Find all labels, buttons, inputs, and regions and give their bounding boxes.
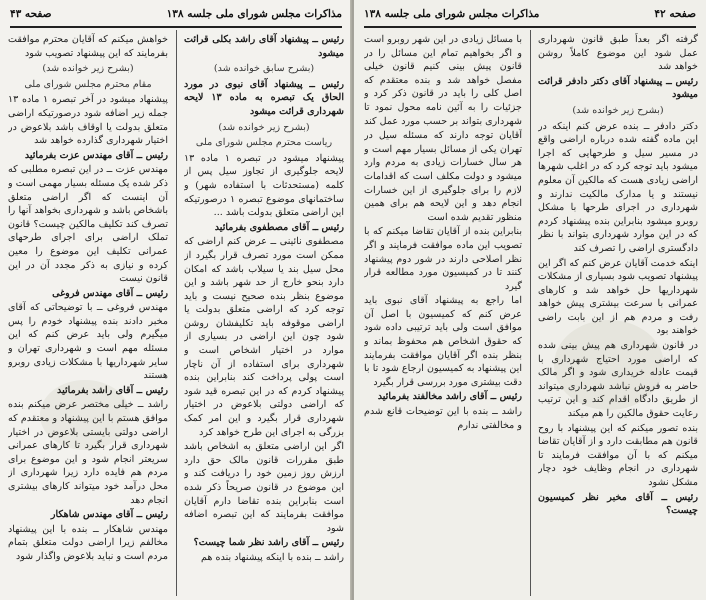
speaker-paragraph: رئیس ــ پیشنهاد آقای نبوی در مورد الحاق یک تبصره به ماده ۱۳ لایحه شهرداری قرائت میشود xyxy=(184,78,344,117)
speaker-paragraph: رئیس ــ آقای مهندس شاهکار xyxy=(50,509,168,521)
speaker-paragraph: رئیس ــ آقای راشد نظر شما چیست؟ xyxy=(193,537,344,549)
text-paragraph: پیشنهاد میشود در تبصره ۱ ماده ۱۳ لایحه جلوگیری از تجاوز سیل پس از کلمه (مستحدثات با استفاده شهر) و ساختمانهای موضوع تبصره ۱ درصورتیکه این اراضی متعلق بدولت باشد ... xyxy=(184,152,344,219)
speaker-paragraph: رئیس ــ پیشنهاد آقای راشد بکلی قرائت میشود xyxy=(184,34,344,59)
text-paragraph: راشد ــ خیلی مختصر عرض میکنم بنده موافق هستم با این پیشنهاد و معتقدم که اراضی دولتی بایستی بلاعوض در اختیار شهرداری قرار بگیرد تا کارهای عمرانی سریعتر انجام شود و این موضوع برای مردم هم فایده دارد زیرا شهرداری از محل درآمد خود میتواند کارهای بیشتری انجام دهد xyxy=(8,399,168,506)
centered-note: (بشرح سابق خوانده شد) xyxy=(213,63,315,75)
paper-stain xyxy=(40,380,130,450)
speaker-paragraph: رئیس ــ آقای راشد بفرمائید xyxy=(57,384,168,396)
text-paragraph: گرفته اگر بعداً طبق قانون شهرداری عمل شود این موضوع کاملاً روشن خواهد شد xyxy=(538,34,698,73)
speaker-paragraph: رئیس ــ آقای مصطفوی بفرمائید xyxy=(214,221,344,233)
centered-note: ریاست محترم مجلس شورای ملی xyxy=(195,137,333,149)
centered-note: (بشرح زیر خوانده شد) xyxy=(218,121,310,133)
left-page-number: صفحه ۴۳ xyxy=(10,8,52,20)
right-page-column-left xyxy=(364,33,522,593)
text-paragraph: آقایان توجه دارند که مسئله سیل در تهران یکی از مسائل بسیار مهم است و هر سال خسارات زیادی به مردم وارد میشود و دولت مکلف است که اقدامات لازم را برای جلوگیری از این خسارات انجام دهد و این لایحه هم برای همین منظور تقدیم شده است xyxy=(364,130,522,223)
text-paragraph: راشد ــ بنده با این توضیحات قانع شدم و مخالفتی ندارم xyxy=(364,406,522,431)
text-paragraph: راشد ــ بنده با اینکه پیشنهاد بنده هم xyxy=(201,551,344,563)
paper-stain xyxy=(554,320,664,410)
speaker-paragraph: رئیس ــ پیشنهاد آقای دکتر دادفر قرائت میشود xyxy=(538,75,698,101)
speaker-paragraph: رئیس ــ آقای مهندس فروغی xyxy=(52,287,168,299)
text-paragraph: مهندس عزت ــ در این تبصره مطلبی که ذکر شده یک مسئله بسیار مهمی است و آن اینست که اگر اراضی متعلق باشخاص باشد و شهرداری بخواهد آنها را تصرف کند تکلیف مالکین چیست؟ قانون تملک اراضی برای اجرای طرحهای عمرانی تکلیف این موضوع را معین کرده و نیازی به ذکر مجدد آن در این قانون نیست xyxy=(8,164,168,285)
text-paragraph: بنده تصور میکنم که این پیشنهاد با روح قانون هم مطابقت دارد و از آقایان تقاضا میکنم که با آن موافقت فرمایند تا شهرداری در انجام وظایف خود دچار مشکل نشود xyxy=(538,422,698,488)
text-paragraph: مصطفوی نائینی ــ عرض کنم اراضی که ممکن است مورد تصرف قرار بگیرد از محل سیل بند یا سیلاب باشد که امکان دارد بنحو خارج از حد شهر باشد و این موضوع بنظر بنده صحیح نیست و باید توجه کرد که اراضی متعلق بدولت یا اراضی موقوفه باید تکلیفشان روشن شود چون این اراضی در بسیاری از موارد در اختیار اشخاص است و شهرداری برای استفاده از آن ناچار است پولی پرداخت کند بنابراین بنده پیشنهاد کردم که در این تبصره قید شود که اراضی دولتی بلاعوض در اختیار شهرداری قرار بگیرد و این امر کمک بزرگی به اجرای این طرح خواهد کرد xyxy=(184,236,344,438)
right-page xyxy=(354,0,706,600)
left-page-header-title: مذاکرات مجلس شورای ملی جلسه ۱۳۸ xyxy=(166,8,342,20)
left-column-divider xyxy=(176,30,177,596)
text-paragraph: پیشنهاد میشود در آخر تبصره ۱ ماده ۱۳ جمله زیر اضافه شود درصورتیکه اراضی متعلق بدولت یا اوقاف باشد بلاعوض در اختیار شهرداری گذارده خواهد شد xyxy=(8,94,168,147)
text-paragraph: با مسائل زیادی در این شهر روبرو است و اگر بخواهیم تمام این مسائل را در قانون پیش بینی کنیم قانون خیلی مفصل خواهد شد و بنده معتقدم که اصل کلی را باید در قانون ذکر کرد و جزئیات را به آئین نامه محول نمود تا شهرداری بتواند بر حسب مورد عمل کند xyxy=(364,34,522,127)
text-paragraph: خواهش میکنم که آقایان محترم موافقت بفرمایند که این پیشنهاد تصویب شود xyxy=(8,34,168,59)
right-page-header-title: مذاکرات مجلس شورای ملی جلسه ۱۳۸ xyxy=(364,8,540,20)
speaker-paragraph: رئیس ــ آقای مهندس عزت بفرمائید xyxy=(24,149,168,161)
text-paragraph: اینکه خدمت آقایان عرض کنم که اگر این پیشنهاد تصویب شود بسیاری از مشکلات شهرداریها حل خواهد شد و کارهای عمرانی با سرعت بیشتری پیش خواهد رفت و مردم هم از این بابت راضی خواهند بود xyxy=(538,257,698,337)
text-paragraph: اما راجع به پیشنهاد آقای نبوی باید عرض کنم که کمیسیون با اصل آن موافق است ولی باید ترتیبی داده شود که حقوق اشخاص هم محفوظ بماند و بنظر بنده اگر آقایان موافقت بفرمایند این پیشنهاد به کمیسیون ارجاع شود تا با دقت بیشتری مورد بررسی قرار بگیرد xyxy=(364,295,522,388)
speaker-paragraph: رئیس ــ آقای راشد مخالفند بفرمائید xyxy=(377,391,522,403)
right-page-header xyxy=(364,6,696,24)
right-page-number: صفحه ۴۲ xyxy=(654,8,696,20)
right-page-column-right xyxy=(538,33,698,593)
text-paragraph: اگر این اراضی متعلق به اشخاص باشد طبق مقررات قانون مالک حق دارد ارزش روز زمین خود را دریافت کند و این موضوع در قانون صریحاً ذکر شده است بنابراین بنده تقاضا دارم آقایان موافقت بفرمایند که این تبصره اضافه شود xyxy=(184,441,344,534)
centered-note: (بشرح زیر خوانده شد) xyxy=(42,63,134,75)
text-paragraph: دکتر دادفر ــ بنده عرض کنم اینکه در این ماده گفته شده درباره اراضی واقع در مسیر سیل و طرحهایی که اجرا میشود باید توجه کرد که در اغلب شهرها اراضی زیادی هست که مالکین آن معلوم نیستند و یا مدارک مالکیت ندارند و شهرداری در اجرای طرحها با مشکل روبرو میشود بنابراین بنده پیشنهاد کردم که در این موارد شهرداری بتواند با نظر دادگستری اراضی را تصرف کند xyxy=(538,120,698,254)
right-column-divider xyxy=(530,30,531,596)
text-paragraph: در قانون شهرداری هم پیش بینی شده که اراضی مورد احتیاج شهرداری با قیمت عادله خریداری شود و اگر مالک حاضر به فروش نباشد شهرداری میتواند از طریق دادگاه اقدام کند و این ترتیب رعایت حقوق مالکین را هم میکند xyxy=(538,340,698,420)
centered-note: (بشرح زیر خوانده شد) xyxy=(572,104,664,116)
left-page-header xyxy=(10,6,342,24)
left-page-column-right xyxy=(184,33,344,593)
left-page-column-left xyxy=(8,33,168,593)
text-paragraph: مهندس شاهکار ــ بنده با این پیشنهاد مخالفم زیرا اراضی دولت متعلق بتمام مردم است و نباید بلاعوض واگذار شود xyxy=(8,523,168,562)
text-paragraph: بنابراین بنده از آقایان تقاضا میکنم که با تصویب این ماده موافقت فرمایند و اگر نظر اصلاحی دارند در شور دوم پیشنهاد کنند تا در کمیسیون مورد مطالعه قرار گیرد xyxy=(364,226,522,292)
text-paragraph: مهندس فروغی ــ با توضیحاتی که آقای مخبر دادند بنده پیشنهاد خودم را پس میگیرم ولی باید عرض کنم که این مسئله مهم است و شهرداری تهران و سایر شهرداریها با مشکلات زیادی روبرو هستند xyxy=(8,302,168,382)
speaker-paragraph: رئیس ــ آقای مخبر نظر کمیسیون چیست؟ xyxy=(538,491,698,517)
centered-note: مقام محترم مجلس شورای ملی xyxy=(24,78,152,90)
